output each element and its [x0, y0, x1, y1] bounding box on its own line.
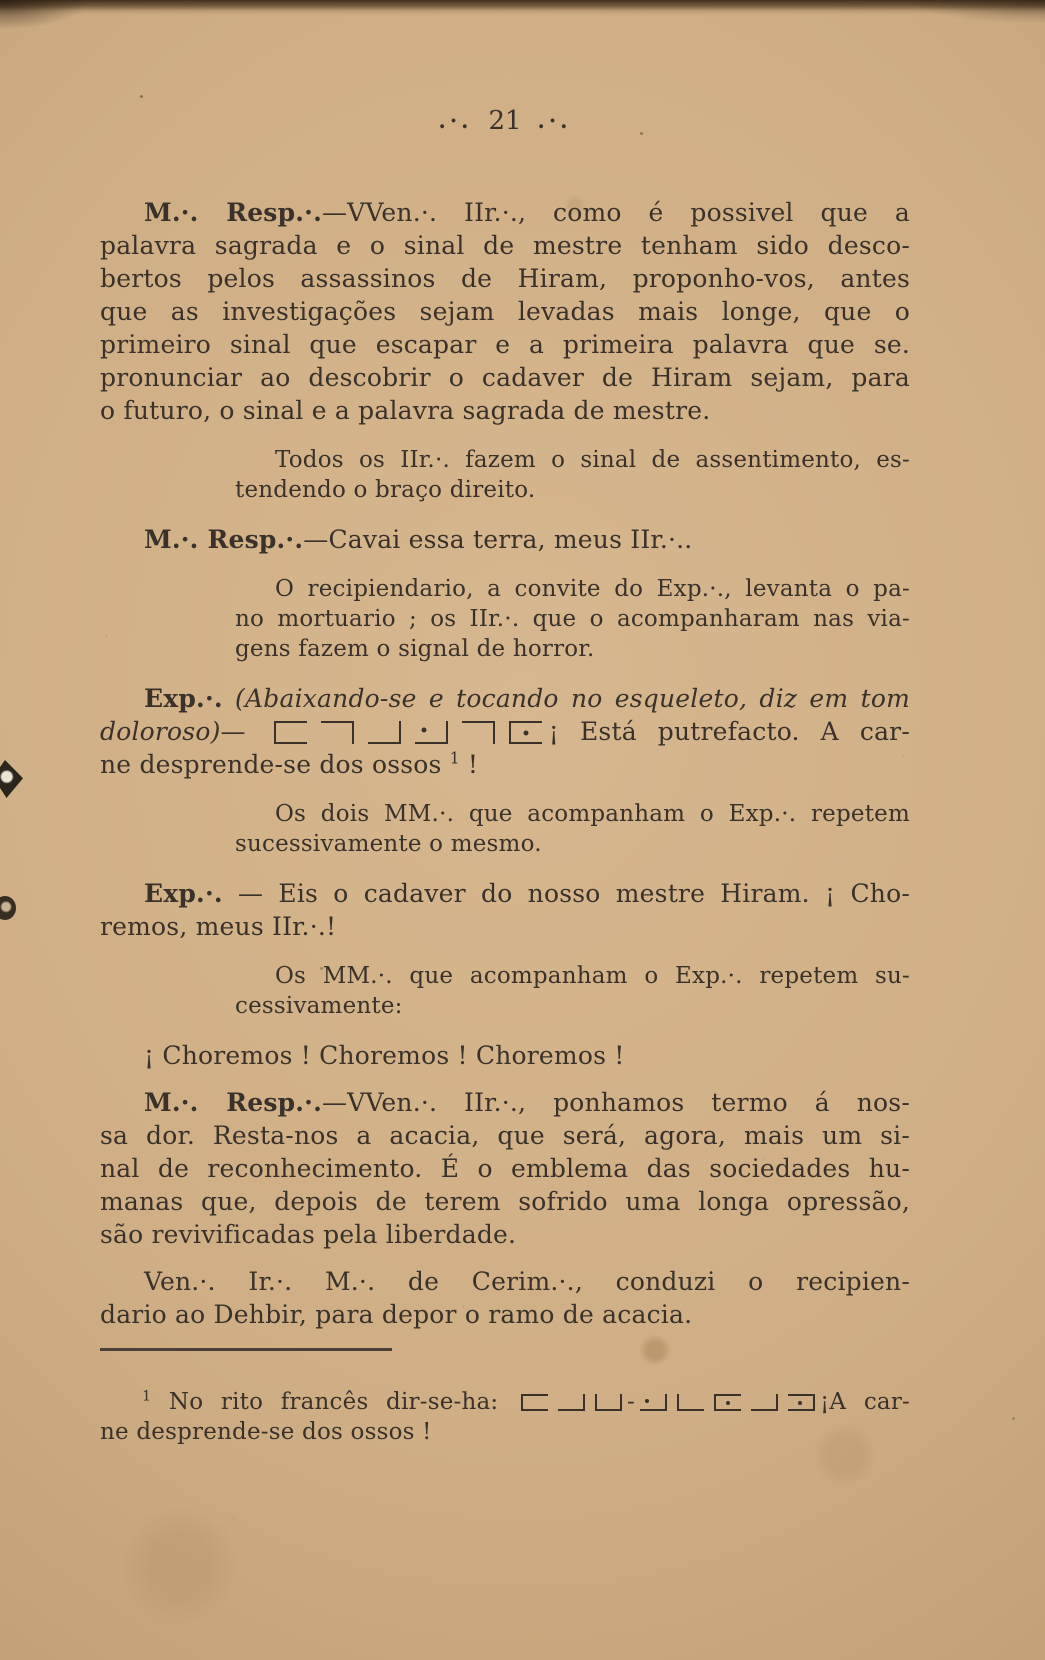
speaker-label: Exp.·. — [144, 879, 223, 908]
cipher-dot — [422, 728, 427, 733]
text-line — [235, 604, 910, 634]
dialogue-exp-eis-cadaver — [100, 877, 910, 943]
text-line — [100, 196, 910, 229]
text-line — [235, 991, 910, 1021]
text-line — [235, 475, 910, 505]
pigpen-cipher-glyph — [415, 721, 448, 744]
text-run: no mortuario ; os IIr.·. que o acompanharam nas via- — [235, 606, 910, 632]
speaker-label: Exp.·. — [144, 684, 223, 713]
page-content — [100, 196, 910, 1331]
text-run: — — [220, 717, 267, 746]
footnote-text — [100, 1387, 910, 1447]
text-run: cessivamente: — [235, 993, 403, 1019]
speaker-label: M.·. Resp.·. — [144, 198, 322, 227]
pigpen-cipher-glyph — [677, 1394, 704, 1411]
text-line — [100, 1265, 910, 1298]
pigpen-cipher-glyph — [274, 721, 307, 744]
text-run: pronunciar ao descobrir o cadaver de Hiram sejam, para — [100, 363, 910, 392]
text-run: O recipiendario, a convite do Exp.·., levanta o pa- — [275, 576, 910, 602]
text-run: —VVen.·. IIr.·., ponhamos termo á nos- — [321, 1088, 910, 1117]
paper-speckles — [140, 95, 143, 98]
pigpen-cipher-glyph — [640, 1394, 667, 1411]
text-line — [100, 1152, 910, 1185]
text-run: ¡A car- — [819, 1389, 910, 1415]
text-run: ne desprende-se dos ossos — [100, 750, 450, 779]
dialogue-ven-ir-cerim — [100, 1265, 910, 1331]
text-line — [100, 1185, 910, 1218]
text-line — [100, 715, 910, 748]
text-line — [100, 523, 910, 556]
text-run: primeiro sinal que escapar e a primeira palavra que se. — [100, 330, 910, 359]
text-run: doloroso) — [100, 717, 221, 746]
text-run: sa dor. Resta-nos a acacia, que será, agora, mais um si- — [100, 1121, 910, 1150]
text-line — [100, 1086, 910, 1119]
pigpen-cipher-glyph — [788, 1394, 815, 1411]
text-line — [100, 1039, 910, 1072]
pigpen-cipher-glyph — [558, 1394, 585, 1411]
cipher-dot — [524, 730, 529, 735]
masonic-dots-left: .·. — [438, 108, 473, 133]
dialogue-m-resp-1 — [100, 196, 910, 427]
text-line — [100, 262, 910, 295]
text-run: 1 — [449, 749, 460, 768]
ink-blot-round — [0, 896, 16, 920]
text-run: Ven.·. Ir.·. M.·. de Cerim.·., conduzi o recipien- — [144, 1267, 910, 1296]
text-run: (Abaixando-se e tocando no esqueleto, diz em tom — [235, 684, 910, 713]
text-line — [100, 910, 910, 943]
scan-corner-shadow-left — [0, 0, 90, 30]
pigpen-cipher-glyph — [595, 1394, 622, 1411]
text-run — [223, 684, 235, 713]
text-run: —VVen.·. IIr.·., como é possivel que a — [321, 198, 910, 227]
pigpen-cipher-glyph — [714, 1394, 741, 1411]
stage-direction-assentimento — [100, 445, 910, 505]
speaker-label: M.·. Resp.·. — [144, 1088, 322, 1117]
stage-direction-mm-repetem-2 — [100, 961, 910, 1021]
text-run: 1 — [142, 1388, 152, 1405]
masonic-dots-right: .·. — [537, 108, 572, 133]
text-line — [235, 799, 910, 829]
dialogue-m-resp-2 — [100, 1086, 910, 1251]
text-run: o futuro, o sinal e a palavra sagrada de mestre. — [100, 396, 711, 425]
text-run: ¡ Choremos ! Choremos ! Choremos ! — [144, 1041, 625, 1070]
ink-blot-diamond — [0, 760, 23, 798]
text-run: sucessivamente o mesmo. — [235, 831, 542, 857]
text-run: gens fazem o signal de horror. — [235, 636, 595, 662]
text-run: —Cavai essa terra, meus IIr.·.. — [303, 525, 693, 554]
text-line — [235, 634, 910, 664]
text-line — [100, 295, 910, 328]
text-line — [100, 328, 910, 361]
dialogue-choremos — [100, 1039, 910, 1072]
text-run: ! — [459, 750, 479, 779]
text-line — [235, 829, 910, 859]
text-run: No rito francês dir-se-ha: — [151, 1389, 516, 1415]
text-run: ¡ Está putrefacto. A car- — [548, 717, 910, 746]
scan-top-edge — [0, 0, 1045, 15]
text-run: que as investigações sejam levadas mais longe, que o — [100, 297, 910, 326]
text-run: nal de reconhecimento. É o emblema das sociedades hu- — [100, 1154, 910, 1183]
pigpen-cipher-glyph — [368, 721, 401, 744]
cipher-dot — [645, 1399, 649, 1403]
cipher-dot — [726, 1401, 730, 1405]
pigpen-cipher-glyph — [751, 1394, 778, 1411]
page-header — [100, 106, 910, 136]
text-run: - — [626, 1389, 635, 1415]
text-line — [100, 682, 910, 715]
text-run: tendendo o braço direito. — [235, 477, 536, 503]
dialogue-exp-putrefacto — [100, 682, 910, 781]
dialogue-m-resp-cavai — [100, 523, 910, 556]
stage-direction-recipiendario — [100, 574, 910, 664]
text-line — [100, 1119, 910, 1152]
text-line — [100, 394, 910, 427]
pigpen-cipher-glyph — [509, 721, 542, 744]
pigpen-cipher-glyph — [521, 1394, 548, 1411]
pigpen-cipher-glyph — [321, 721, 354, 744]
text-run: Os dois MM.·. que acompanham o Exp.·. repetem — [275, 801, 910, 827]
text-run: palavra sagrada e o sinal de mestre tenham sido desco- — [100, 231, 910, 260]
pigpen-cipher-glyph — [462, 721, 495, 744]
text-line — [100, 1387, 910, 1417]
footnote-separator — [100, 1348, 392, 1351]
text-line — [100, 1298, 910, 1331]
cipher-dot — [798, 1401, 802, 1405]
text-run: bertos pelos assassinos de Hiram, proponho-vos, antes — [100, 264, 910, 293]
footnote-area — [100, 1348, 910, 1447]
text-run: remos, meus IIr.·.! — [100, 912, 337, 941]
text-line — [100, 361, 910, 394]
text-run: são revivificadas pela liberdade. — [100, 1220, 517, 1249]
text-line — [100, 748, 910, 781]
text-run: manas que, depois de terem sofrido uma longa opressão, — [100, 1187, 910, 1216]
text-line — [235, 961, 910, 991]
text-run: ne desprende-se dos ossos ! — [100, 1419, 432, 1445]
text-line — [235, 574, 910, 604]
text-line — [100, 1218, 910, 1251]
text-run: Todos os IIr.·. fazem o sinal de assentimento, es- — [275, 447, 910, 473]
scan-corner-shadow-right — [905, 0, 1045, 24]
text-line — [100, 877, 910, 910]
page-number: 21 — [488, 106, 522, 136]
text-run: — Eis o cadaver do nosso mestre Hiram. ¡ Cho- — [222, 879, 910, 908]
stage-direction-mm-repetem-1 — [100, 799, 910, 859]
text-line — [100, 1417, 910, 1447]
text-run: Os MM.·. que acompanham o Exp.·. repetem su- — [275, 963, 910, 989]
speaker-label: M.·. Resp.·. — [144, 525, 304, 554]
text-line — [235, 445, 910, 475]
text-line — [100, 229, 910, 262]
text-run: dario ao Dehbir, para depor o ramo de acacia. — [100, 1300, 693, 1329]
